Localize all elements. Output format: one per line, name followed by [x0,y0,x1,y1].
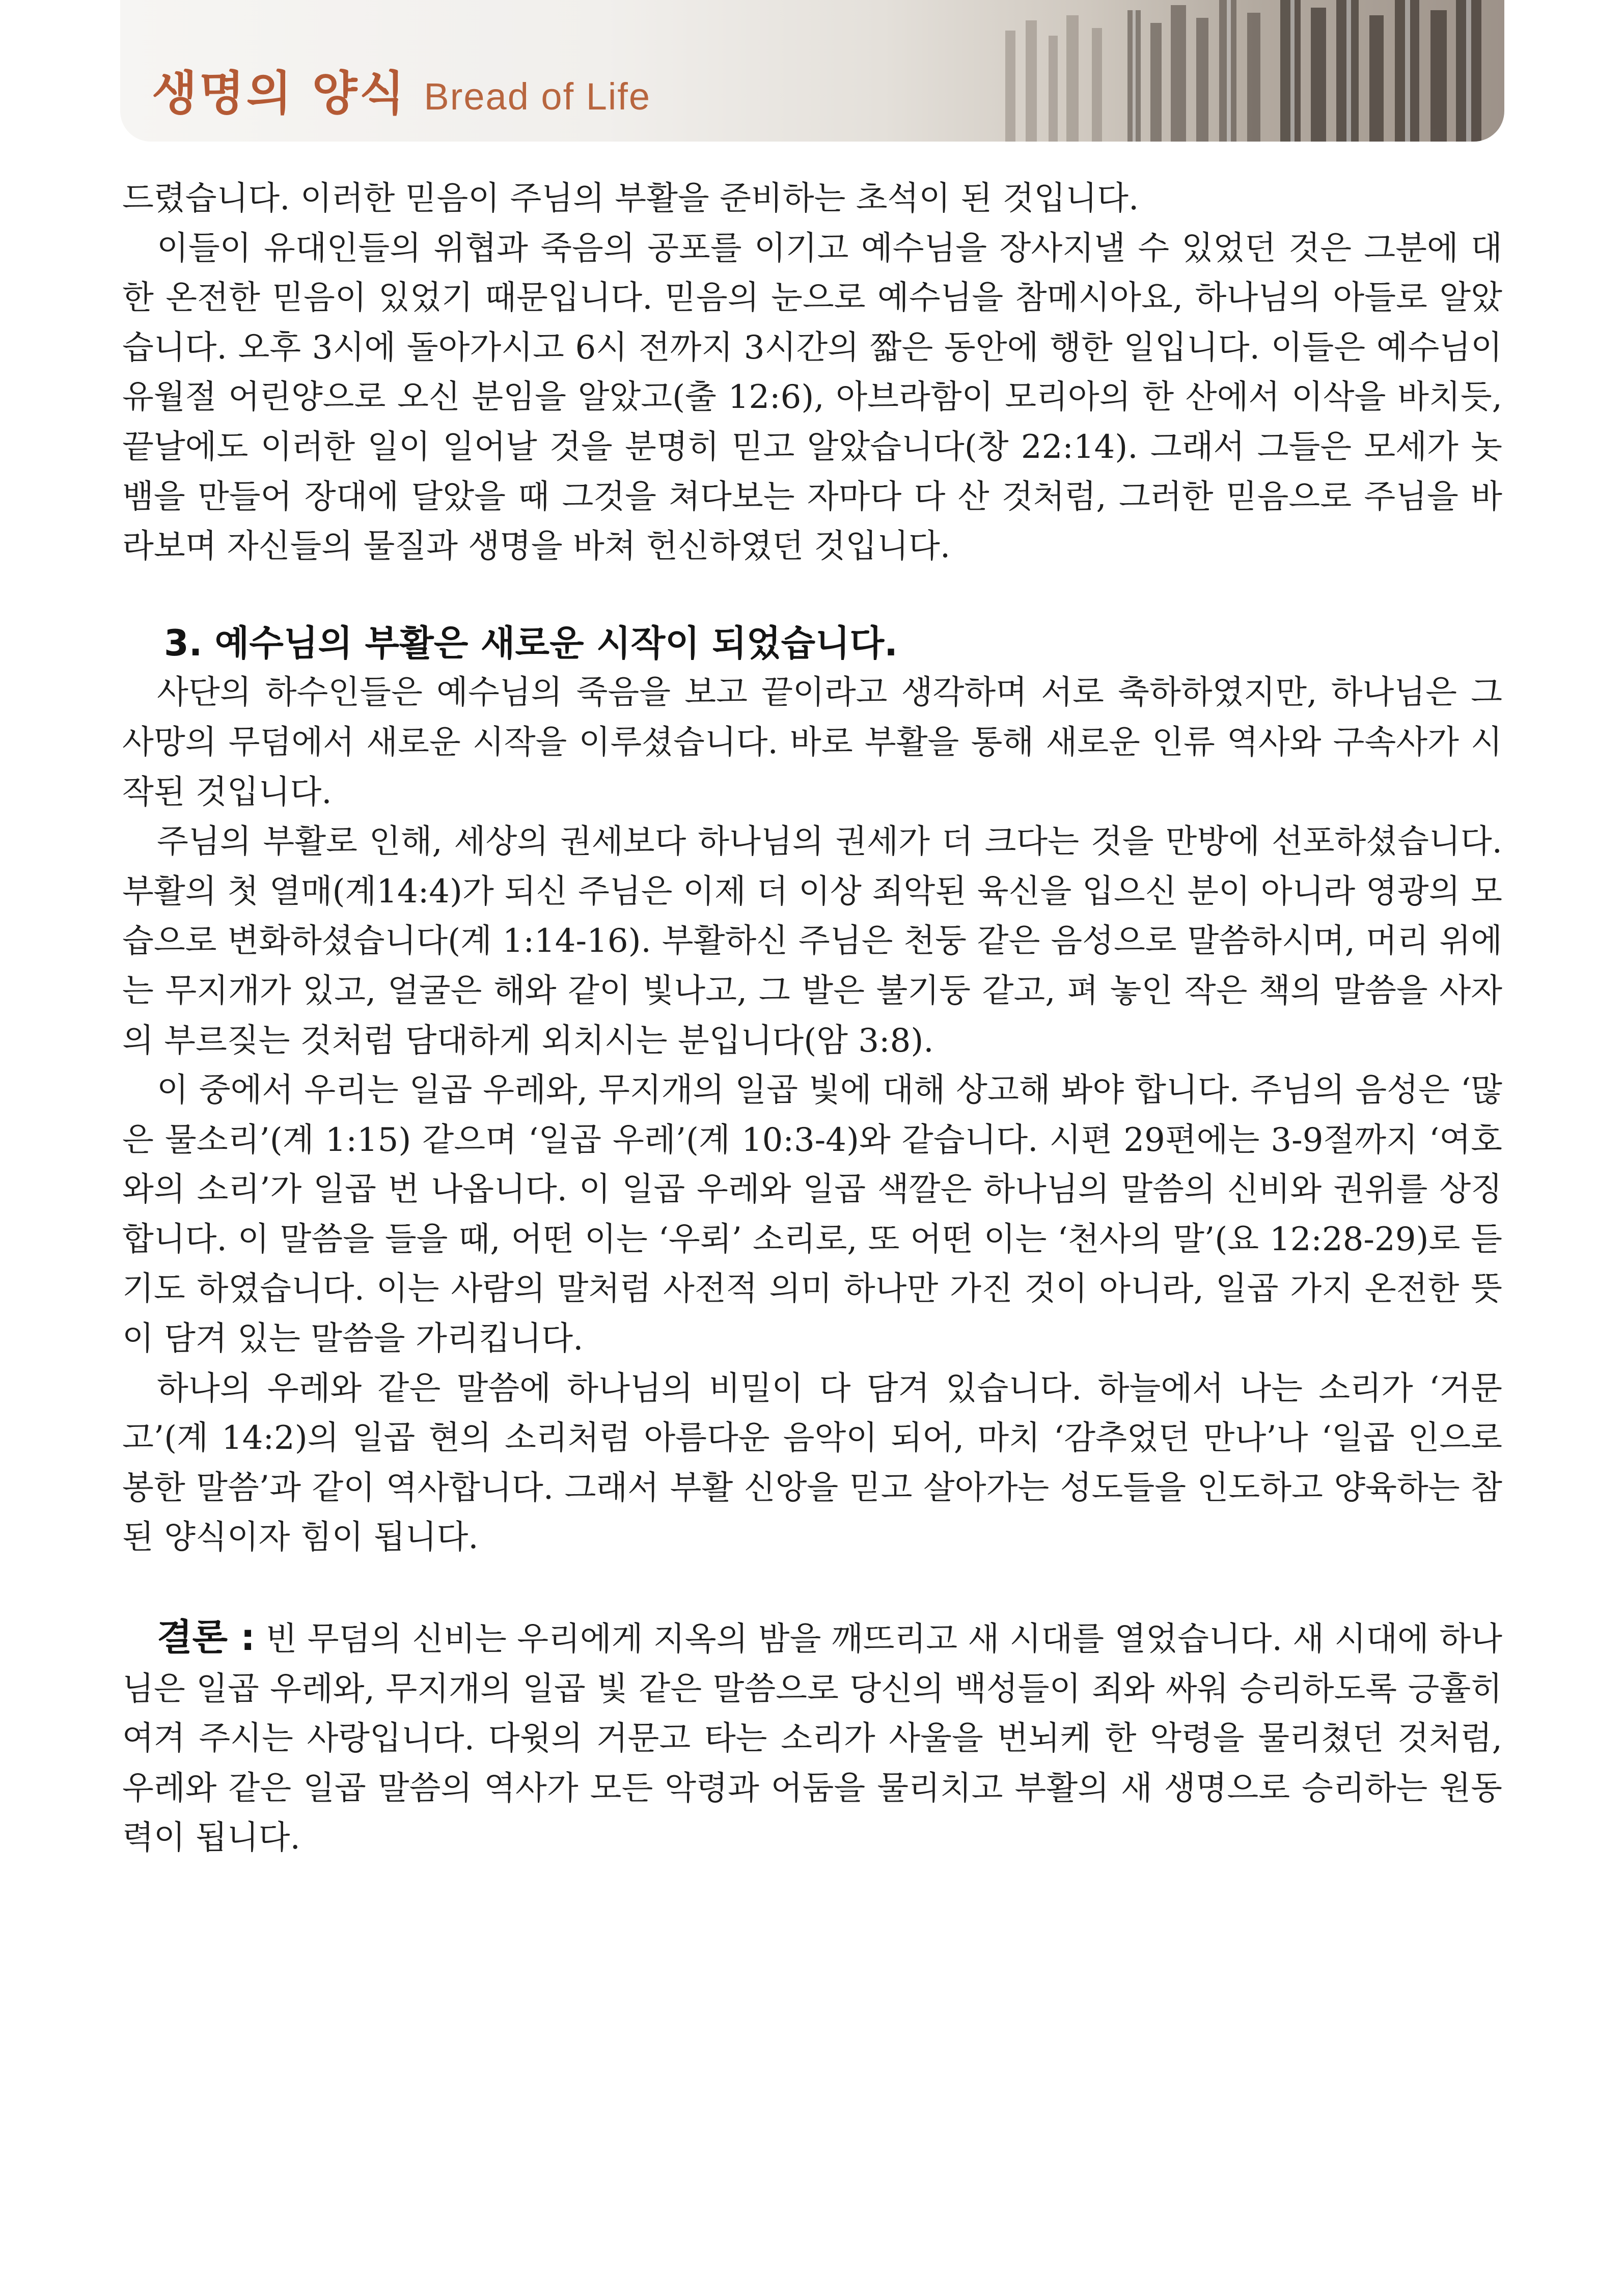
paragraph: 주님의 부활로 인해, 세상의 권세보다 하나님의 권세가 더 크다는 것을 만방에 선포하셨습니다. 부활의 첫 열매(계14:4)가 되신 주님은 이제 더 이상 죄악된 육신을 입으신 분이 아니라 영광의 모습으로 변화하셨습니다(계 1:14-16). 부활하신 주님은 천둥 같은 음성으로 말씀하시며, 머리 위에는 무지개가 있고, 얼굴은 해와 같이 빛나고, 그 발은 불기둥 같고, 펴 놓인 작은 책의 말씀을 사자의 부르짖는 것처럼 담대하게 외치시는 분입니다(암 3:8). [122,823,1502,1060]
paragraph: 이 중에서 우리는 일곱 우레와, 무지개의 일곱 빛에 대해 상고해 봐야 합니다. 주님의 음성은 ‘많은 물소리’(계 1:15) 같으며 ‘일곱 우레’(계 10:3-4)와 같습니다. 시편 29편에는 3-9절까지 ‘여호와의 소리’가 일곱 번 나옵니다. 이 일곱 우레와 일곱 색깔은 하나님의 말씀의 신비와 권위를 상징합니다. 이 말씀을 들을 때, 어떤 이는 ‘우뢰’ 소리로, 또 어떤 이는 ‘천사의 말’(요 12:28-29)로 듣기도 하였습니다. 이는 사람의 말처럼 사전적 의미 하나만 가진 것이 아니라, 일곱 가지 온전한 뜻이 담겨 있는 말씀을 가리킵니다. [122,1071,1502,1358]
paragraph: 하나의 우레와 같은 말씀에 하나님의 비밀이 다 담겨 있습니다. 하늘에서 나는 소리가 ‘거문고’(계 14:2)의 일곱 현의 소리처럼 아름다운 음악이 되어, 마치 ‘감추었던 만나’나 ‘일곱 인으로 봉한 말씀’과 같이 역사합니다. 그래서 부활 신앙을 믿고 살아가는 성도들을 인도하고 양육하는 참된 양식이자 힘이 됩니다. [122,1369,1502,1557]
conclusion-label: 결론 : [157,1616,255,1659]
paragraph: 사단의 하수인들은 예수님의 죽음을 보고 끝이라고 생각하며 서로 축하하였지만, 하나님은 그 사망의 무덤에서 새로운 시작을 이루셨습니다. 바로 부활을 통해 새로운 인류 역사와 구속사가 시작된 것입니다. [122,674,1502,811]
header-banner [120,0,1504,142]
paragraph: 이들이 유대인들의 위협과 죽음의 공포를 이기고 예수님을 장사지낼 수 있었던 것은 그분에 대한 온전한 믿음이 있었기 때문입니다. 믿음의 눈으로 예수님을 참메시아요, 하나님의 아들로 알았습니다. 오후 3시에 돌아가시고 6시 전까지 3시간의 짧은 동안에 행한 일입니다. 이들은 예수님이 유월절 어린양으로 오신 분임을 알았고(출 12:6), 아브라함이 모리아의 한 산에서 이삭을 바치듯, 끝날에도 이러한 일이 일어날 것을 분명히 믿고 알았습니다(창 22:14). 그래서 그들은 모세가 놋뱀을 만들어 장대에 달았을 때 그것을 쳐다보는 자마다 다 산 것처럼, 그러한 믿음으로 주님을 바라보며 자신들의 물질과 생명을 바쳐 헌신하였던 것입니다. [122,229,1502,566]
title-korean: 생명의 양식 [152,66,407,121]
title-english: Bread of Life [424,75,651,118]
conclusion-paragraph [122,1613,1502,1863]
conclusion-text: 빈 무덤의 신비는 우리에게 지옥의 밤을 깨뜨리고 새 시대를 열었습니다. 새 시대에 하나님은 일곱 우레와, 무지개의 일곱 빛 같은 말씀으로 당신의 백성들이 죄와 싸워 승리하도록 긍휼히 여겨 주시는 사랑입니다. 다윗의 거문고 타는 소리가 사울을 번뇌케 한 악령을 물리쳤던 것처럼, 우레와 같은 일곱 말씀의 역사가 모든 악령과 어둠을 물리치고 부활의 새 생명으로 승리하는 원동력이 됩니다. [122,1620,1502,1857]
paragraph-continued: 드렸습니다. 이러한 믿음이 주님의 부활을 준비하는 초석이 된 것입니다. [122,180,1139,217]
organ-pipes-decoration [740,0,1504,142]
article-body [122,174,1502,1863]
section-heading: 3. 예수님의 부활은 새로운 시작이 되었습니다. [164,622,898,664]
header-title [152,56,651,123]
